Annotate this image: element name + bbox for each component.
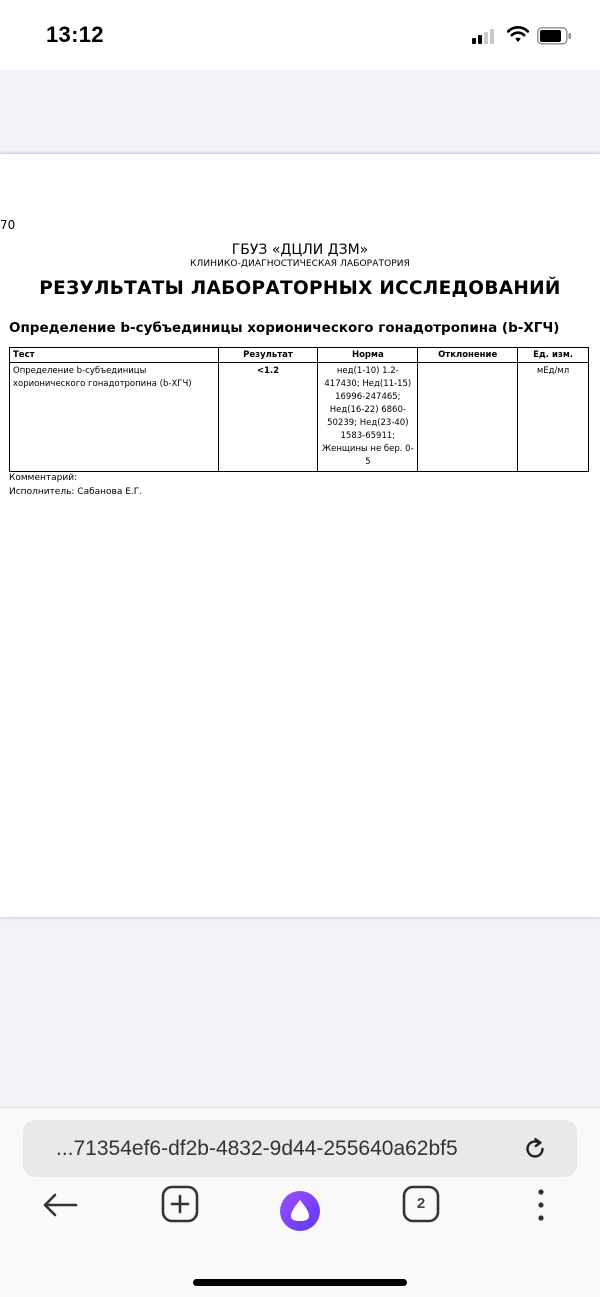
document-page[interactable]: [0, 154, 600, 917]
laboratory-name: КЛИНИКО-ДИАГНОСТИЧЕСКАЯ ЛАБОРАТОРИЯ: [190, 259, 410, 269]
alice-icon[interactable]: [279, 1190, 321, 1232]
header-deviation: Отклонение: [418, 348, 518, 363]
address-bar[interactable]: [23, 1120, 577, 1177]
cell-deviation: [418, 363, 518, 472]
header-norm: Норма: [318, 348, 418, 363]
comment-label: Комментарий:: [9, 473, 78, 483]
viewer-background: [0, 70, 600, 154]
tabs-count: 2: [416, 1195, 426, 1212]
arrow-left-icon[interactable]: [40, 1185, 80, 1225]
table-header-row: [10, 348, 589, 363]
test-title: Определение b-субъединицы хорионического гонадотропина (b-ХГЧ): [9, 320, 560, 336]
status-time: 13:12: [46, 22, 104, 47]
page-edge-text: 70: [0, 218, 16, 232]
header-result: Результат: [218, 348, 318, 363]
header-unit: Ед. изм.: [518, 348, 589, 363]
wifi-icon: [506, 24, 530, 44]
reload-icon[interactable]: [522, 1136, 548, 1162]
url-text[interactable]: ...71354ef6-df2b-4832-9d44-255640a62bf5: [56, 1137, 458, 1160]
table-row: [10, 363, 589, 472]
results-table: [9, 347, 589, 472]
home-indicator[interactable]: [193, 1279, 407, 1286]
url-fade: [463, 1130, 513, 1168]
header-test: Тест: [10, 348, 219, 363]
status-bar: [0, 0, 600, 70]
battery-icon: [537, 27, 572, 45]
cell-test: Определение b-субъединицы хорионического гонадотропина (b-ХГЧ): [10, 363, 219, 472]
organization-name: ГБУЗ «ДЦЛИ ДЗМ»: [231, 242, 369, 258]
cell-norm: нед(1-10) 1.2-417430; Нед(11-15) 16996-247465; Нед(16-22) 6860-50239; Нед(23-40) 1583-65911; Женщины не бер. 0-5: [318, 363, 418, 472]
performer: Исполнитель: Сабанова Е.Г.: [9, 487, 143, 497]
plus-square-icon[interactable]: [161, 1185, 199, 1223]
report-title: РЕЗУЛЬТАТЫ ЛАБОРАТОРНЫХ ИССЛЕДОВАНИЙ: [39, 278, 561, 299]
more-vertical-icon[interactable]: [530, 1185, 552, 1225]
cell-unit: мЕд/мл: [518, 363, 589, 472]
cell-result: <1.2: [218, 363, 318, 472]
cellular-signal-icon: [472, 28, 498, 44]
tabs-icon[interactable]: [402, 1185, 440, 1223]
